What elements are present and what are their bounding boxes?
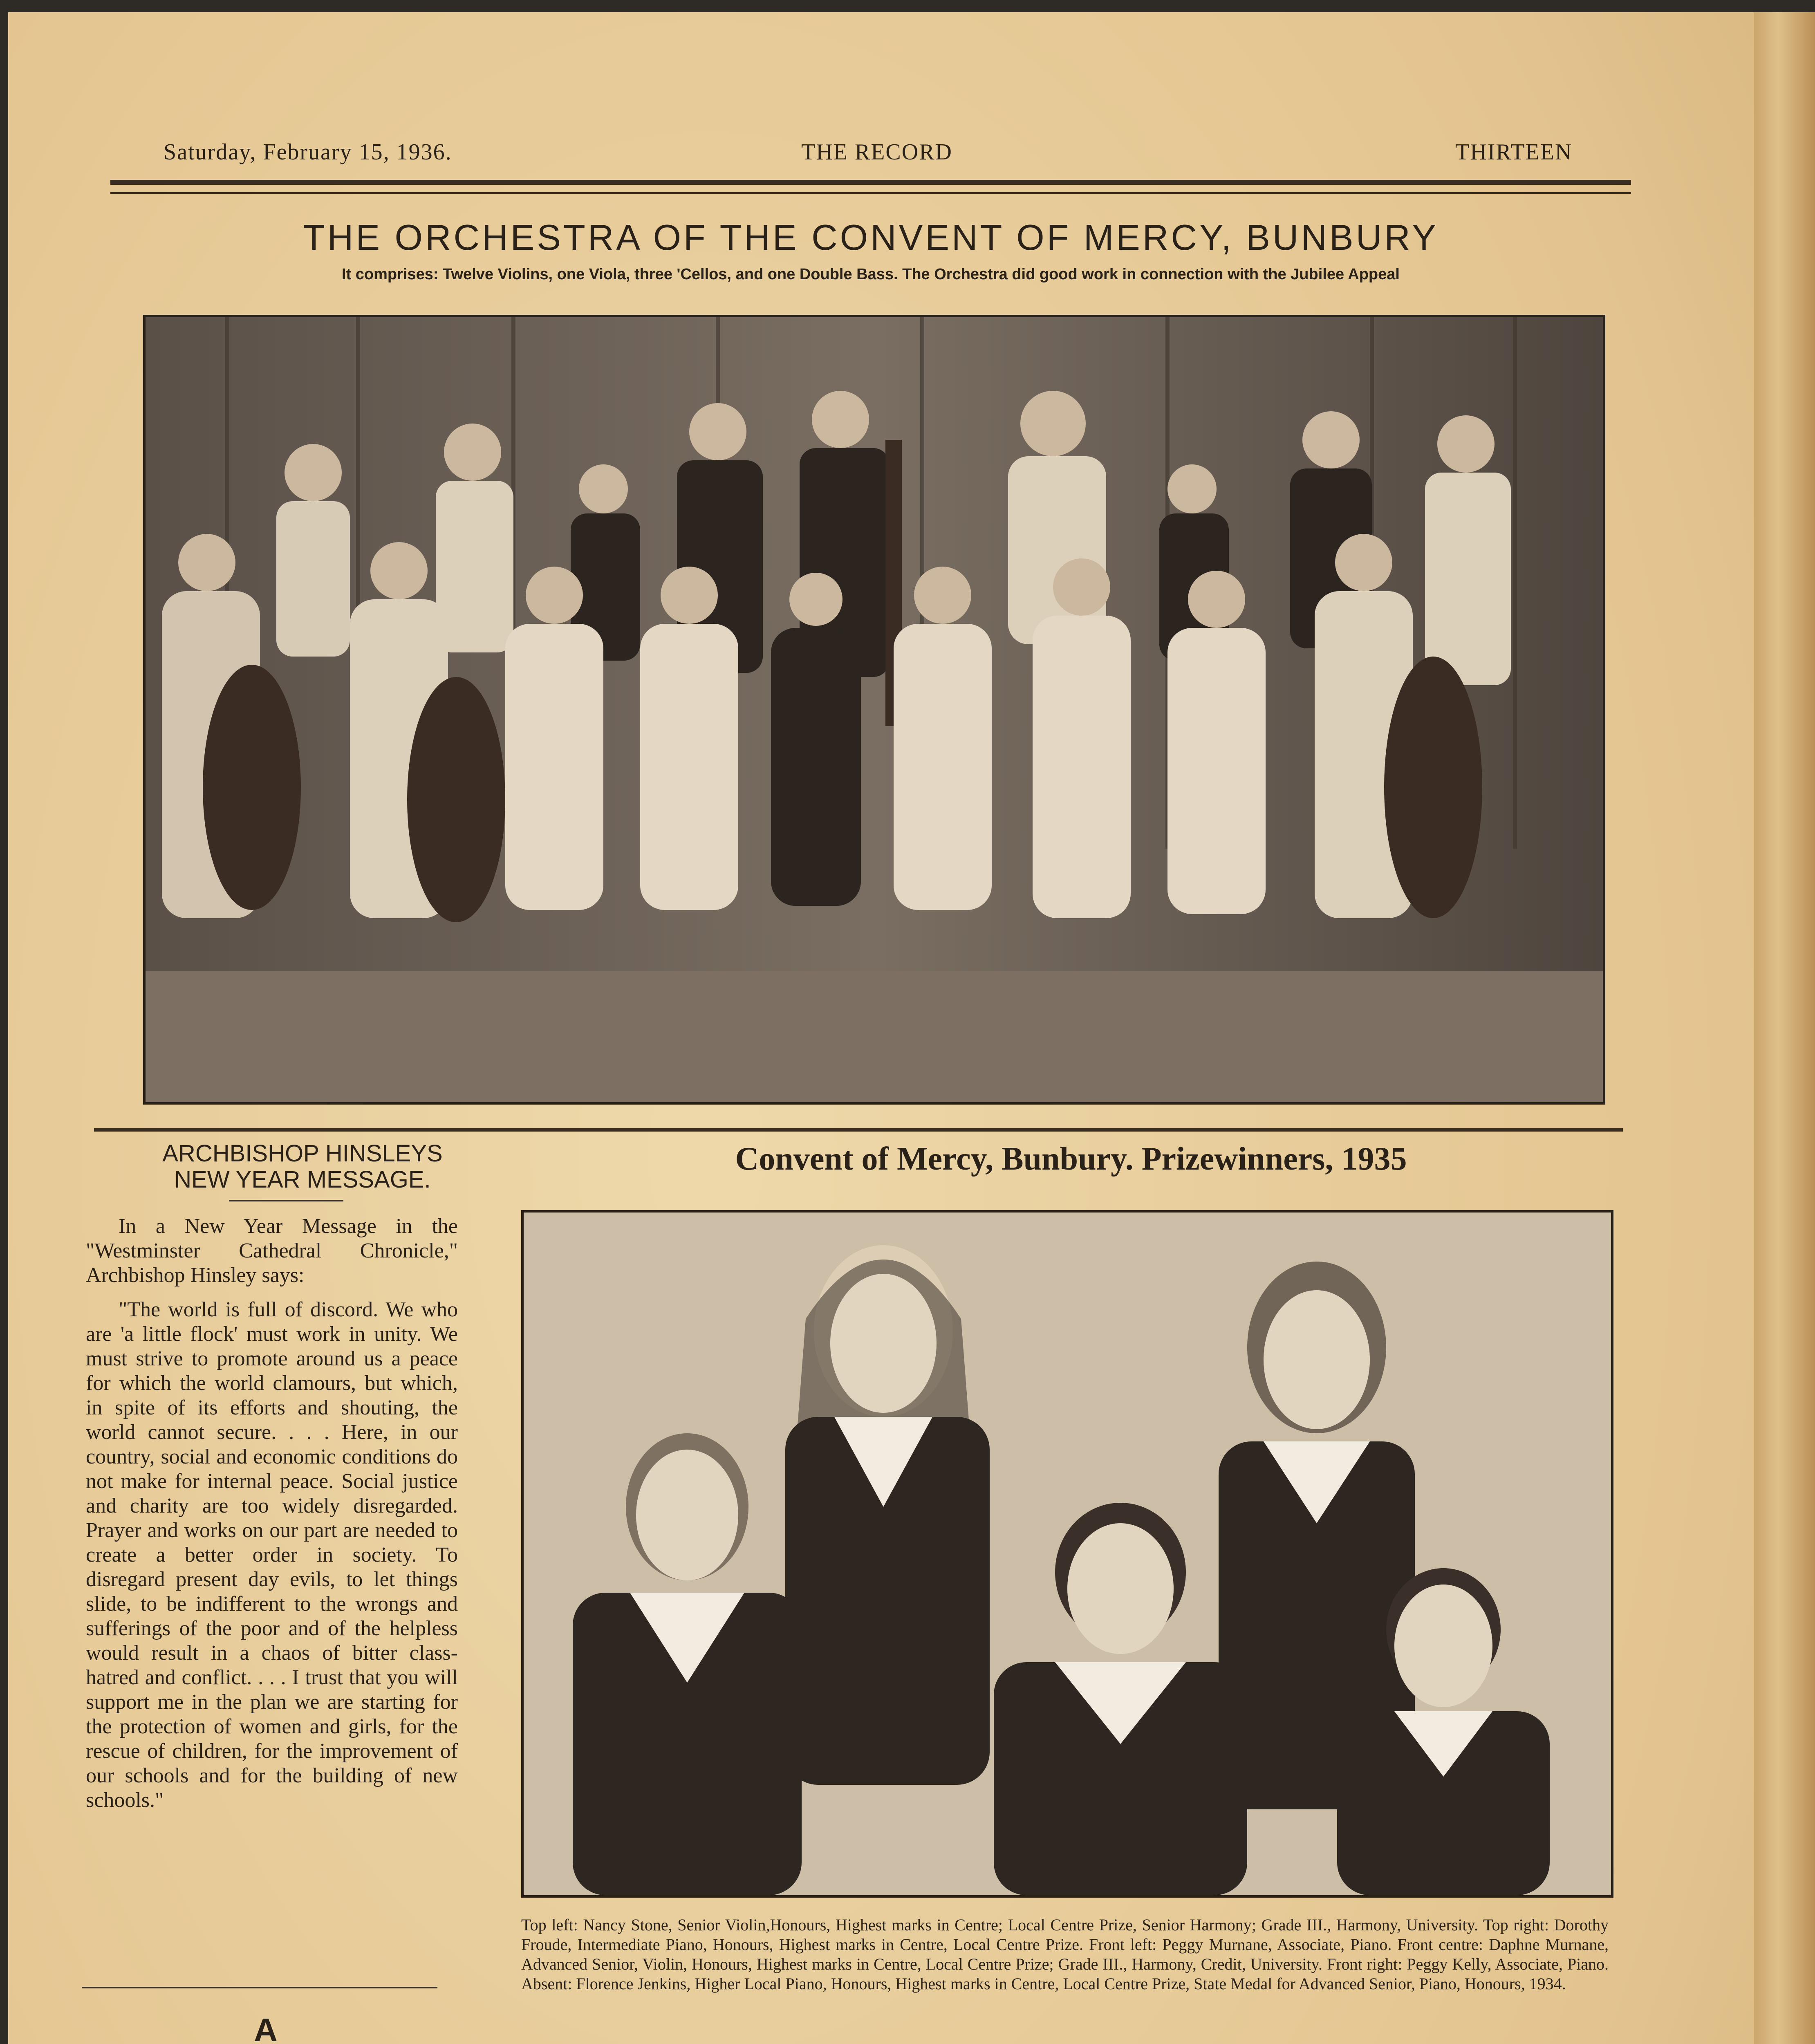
- orchestra-photo-image: [146, 317, 1603, 1102]
- hinsley-heading-line1: ARCHBISHOP HINSLEYS: [162, 1140, 443, 1167]
- orchestra-photo: [143, 315, 1605, 1105]
- section-rule: [94, 1128, 1623, 1132]
- hinsley-paragraph-1: In a New Year Message in the "Westminster Cathedral Chronicle," Archbishop Hinsley says:: [86, 1215, 458, 1287]
- hinsley-end-rule: [82, 1987, 437, 1988]
- hinsley-heading-rule: [229, 1200, 343, 1201]
- hinsley-heading-line2: NEW YEAR MESSAGE.: [174, 1166, 431, 1193]
- prize-title: Convent of Mercy, Bunbury. Prizewinners, 1935: [735, 1141, 1407, 1177]
- orchestra-title: THE ORCHESTRA OF THE CONVENT OF MERCY, BUNBURY: [303, 217, 1439, 258]
- header-rule-top: [110, 180, 1631, 185]
- hinsley-paragraph-2: "The world is full of discord. We who are 'a little flock' must work in unity. We must strive to promote around us a peace for which the world clamours, but which, in spite of its efforts and shouting, the world cannot secure. . . . Here, in our country, social and economic conditions do not make for internal peace. Social justice and charity are too widely disregarded. Prayer and works on our part are needed to create a better order in society. To disregard present day evils, to let things slide, to be indifferent to the wrongs and sufferings of the poor and of the helpless would result in a chaos of bitter class-hatred and conflict. . . . I trust that you will support me in the plan we are starting for the protection of women and girls, for the rescue of children, for the improvement of our schools and for the building of new schools.": [86, 1298, 458, 1812]
- prize-caption: Top left: Nancy Stone, Senior Violin,Honours, Highest marks in Centre; Local Centre Prize, Senior Harmony; Grade III., Harmony, University. Top right: Dorothy Froude, Intermediate Piano, Honours, Highest marks in Centre, Local Centre Prize. Front left: Peggy Murnane, Associate, Piano. Front centre: Daphne Murnane, Advanced Senior, Violin, Honours, Highest marks in Centre, Local Centre Prize; Grade III., Harmony, Credit, University. Front right: Peggy Kelly, Associate, Piano. Absent: Florence Jenkins, Higher Local Piano, Honours, Highest marks in Centre, Local Centre Prize, State Medal for Advanced Senior, Piano, Honours, 1934.: [521, 1916, 1609, 1993]
- header-date: Saturday, February 15, 1936.: [164, 139, 452, 165]
- prize-photo-image: [524, 1213, 1611, 1895]
- header-page-number: THIRTEEN: [1455, 139, 1573, 165]
- header-rule-bottom: [110, 192, 1631, 194]
- prize-photo: [521, 1210, 1613, 1898]
- hinsley-heading: [82, 1141, 523, 1193]
- binding-spine: [1754, 12, 1815, 2044]
- header-paper-name: THE RECORD: [801, 139, 952, 165]
- hinsley-body: [86, 1214, 458, 1822]
- orchestra-caption: It comprises: Twelve Violins, one Viola, three 'Cellos, and one Double Bass. The Orchestra did good work in connection with the Jubilee Appeal: [342, 266, 1400, 283]
- drink-letter-a: A: [254, 2012, 278, 2044]
